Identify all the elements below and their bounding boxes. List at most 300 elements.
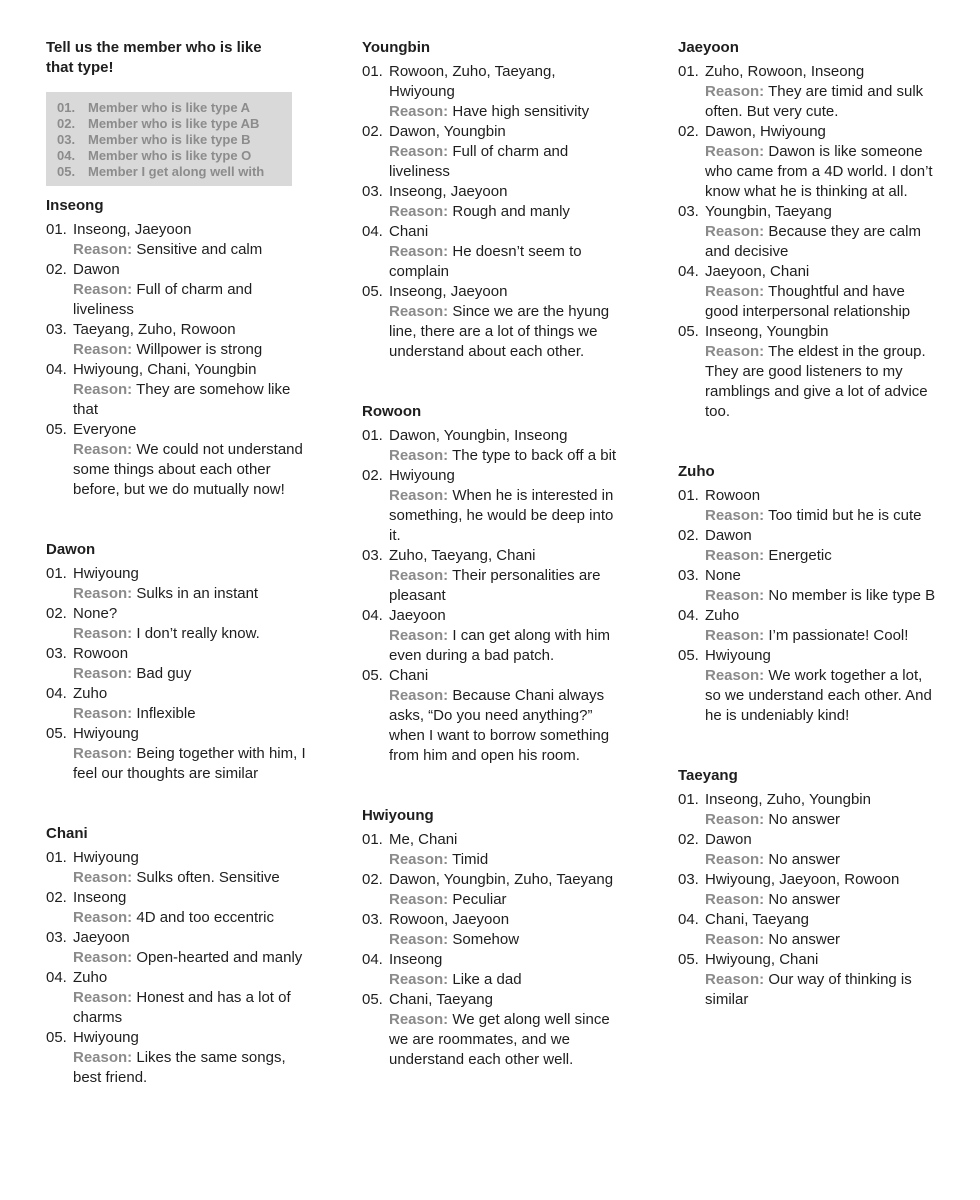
legend-item: 03. Member who is like type B	[57, 132, 251, 147]
answer-number: 04.	[362, 223, 383, 240]
answer-item	[362, 426, 624, 466]
answer-item	[362, 910, 624, 950]
answer-line	[678, 322, 940, 342]
answer-line	[678, 790, 940, 810]
answer-line	[362, 122, 624, 142]
reason-text: Sulks in an instant	[136, 585, 259, 602]
reason-label: Reason:	[73, 585, 133, 602]
answer-line	[678, 526, 940, 546]
answer-number: 01.	[678, 791, 699, 808]
member-name: Rowoon	[362, 403, 422, 420]
reason-text: They are somehow like that	[73, 381, 291, 418]
reason-label: Reason:	[389, 891, 449, 908]
member-name: Chani	[46, 825, 88, 842]
answer-members: Inseong, Jaeyoon	[73, 221, 192, 238]
reason-line	[362, 242, 624, 282]
member-section	[362, 402, 624, 766]
answer-item	[362, 466, 624, 546]
reason-text: No answer	[768, 891, 841, 908]
answer-number: 05.	[678, 647, 699, 664]
reason-line	[678, 930, 940, 950]
reason-line	[362, 202, 624, 222]
reason-text: No member is like type B	[768, 587, 936, 604]
answer-number: 03.	[46, 645, 67, 662]
reason-label: Reason:	[73, 949, 133, 966]
answer-line	[362, 282, 624, 302]
answer-number: 02.	[362, 123, 383, 140]
reason-text: Energetic	[768, 547, 832, 564]
member-name: Hwiyoung	[362, 807, 434, 824]
reason-line	[678, 626, 940, 646]
answer-item	[46, 724, 308, 784]
reason-line	[46, 1048, 308, 1088]
answer-item	[678, 950, 940, 1010]
legend-item: 04. Member who is like type O	[57, 148, 252, 163]
answer-line	[46, 564, 308, 584]
answer-members: Rowoon	[705, 487, 761, 504]
answer-number: 01.	[362, 427, 383, 444]
answer-line	[46, 888, 308, 908]
answer-line	[46, 220, 308, 240]
answer-number: 05.	[46, 421, 67, 438]
member-name: Inseong	[46, 197, 104, 214]
reason-text: They are timid and sulk often. But very cute.	[705, 83, 924, 120]
reason-label: Reason:	[389, 243, 449, 260]
answer-members: Hwiyoung, Jaeyoon, Rowoon	[705, 871, 900, 888]
answer-number: 04.	[678, 263, 699, 280]
answer-line	[46, 604, 308, 624]
answer-members: Jaeyoon	[389, 607, 446, 624]
reason-text: Dawon is like someone who came from a 4D world. I don’t know what he is thinking at all.	[705, 143, 933, 200]
answer-item	[46, 320, 308, 360]
answer-number: 02.	[678, 527, 699, 544]
reason-line	[46, 704, 308, 724]
reason-line	[46, 988, 308, 1028]
answer-line	[678, 606, 940, 626]
reason-label: Reason:	[705, 507, 765, 524]
reason-text: I’m passionate! Cool!	[768, 627, 909, 644]
reason-label: Reason:	[73, 441, 133, 458]
answer-number: 04.	[362, 951, 383, 968]
answer-number: 04.	[678, 607, 699, 624]
reason-line	[678, 82, 940, 122]
reason-text: Because they are calm and decisive	[705, 223, 921, 260]
type-legend	[46, 92, 292, 186]
answer-members: Everyone	[73, 421, 137, 438]
reason-label: Reason:	[389, 851, 449, 868]
answer-item	[678, 870, 940, 910]
member-name: Jaeyoon	[678, 39, 739, 56]
reason-text: Too timid but he is cute	[768, 507, 922, 524]
answer-members: Zuho, Rowoon, Inseong	[705, 63, 865, 80]
answer-members: None?	[73, 605, 118, 622]
reason-label: Reason:	[705, 891, 765, 908]
reason-label: Reason:	[389, 103, 449, 120]
answer-line	[46, 684, 308, 704]
member-name: Zuho	[678, 463, 715, 480]
answer-item	[678, 62, 940, 122]
reason-label: Reason:	[389, 143, 449, 160]
legend-item: 02. Member who is like type AB	[57, 116, 260, 131]
answer-line	[678, 646, 940, 666]
reason-label: Reason:	[705, 587, 765, 604]
answer-item	[46, 360, 308, 420]
answer-item	[678, 322, 940, 422]
reason-line	[678, 970, 940, 1010]
answer-number: 03.	[678, 203, 699, 220]
reason-line	[362, 486, 624, 546]
answer-item	[46, 968, 308, 1028]
reason-line	[46, 908, 308, 928]
reason-line	[362, 566, 624, 606]
answer-members: Dawon, Youngbin, Zuho, Taeyang	[389, 871, 614, 888]
answer-members: Inseong	[389, 951, 443, 968]
answer-line	[362, 870, 624, 890]
answer-item	[362, 950, 624, 990]
answer-line	[362, 546, 624, 566]
member-name: Dawon	[46, 541, 96, 558]
answer-item	[46, 888, 308, 928]
answer-members: Hwiyoung	[73, 565, 139, 582]
answer-item	[362, 222, 624, 282]
answer-item	[678, 566, 940, 606]
answer-line	[46, 848, 308, 868]
answer-item	[678, 202, 940, 262]
answer-members: Zuho	[705, 607, 740, 624]
reason-text: Because Chani always asks, “Do you need anything?” when I want to borrow something from him and open his room.	[389, 687, 610, 764]
reason-text: The eldest in the group. They are good listeners to my ramblings and give a lot of advice too.	[705, 343, 928, 420]
answer-line	[678, 486, 940, 506]
legend-item: 01. Member who is like type A	[57, 100, 251, 115]
answer-line	[678, 62, 940, 82]
reason-text: We work together a lot, so we understand each other. And he is undeniably kind!	[705, 667, 932, 724]
answer-line	[678, 202, 940, 222]
answer-line	[678, 950, 940, 970]
answer-line	[46, 1028, 308, 1048]
answer-item	[362, 606, 624, 666]
answer-number: 04.	[678, 911, 699, 928]
answer-line	[362, 62, 624, 102]
reason-line	[362, 446, 624, 466]
answer-line	[362, 222, 624, 242]
answer-members: Jaeyoon	[73, 929, 130, 946]
answer-number: 01.	[46, 849, 67, 866]
answer-line	[46, 928, 308, 948]
reason-text: Rough and manly	[452, 203, 570, 220]
reason-text: Being together with him, I feel our thoughts are similar	[73, 745, 306, 782]
answer-members: Me, Chani	[389, 831, 458, 848]
answer-line	[46, 420, 308, 440]
reason-label: Reason:	[705, 931, 765, 948]
reason-line	[362, 930, 624, 950]
reason-label: Reason:	[389, 627, 449, 644]
answer-members: Dawon	[705, 527, 752, 544]
answer-line	[362, 426, 624, 446]
reason-line	[46, 340, 308, 360]
answer-item	[362, 62, 624, 122]
reason-line	[678, 342, 940, 422]
answer-item	[46, 1028, 308, 1088]
reason-label: Reason:	[705, 811, 765, 828]
answer-members: Youngbin, Taeyang	[705, 203, 832, 220]
answer-members: Inseong, Youngbin	[705, 323, 829, 340]
reason-text: Have high sensitivity	[452, 103, 590, 120]
reason-line	[362, 142, 624, 182]
answer-number: 02.	[678, 123, 699, 140]
answer-line	[362, 606, 624, 626]
answer-members: Inseong, Zuho, Youngbin	[705, 791, 871, 808]
reason-text: Peculiar	[452, 891, 507, 908]
reason-label: Reason:	[73, 625, 133, 642]
reason-line	[46, 868, 308, 888]
reason-text: Honest and has a lot of charms	[73, 989, 291, 1026]
answer-item	[46, 220, 308, 260]
reason-label: Reason:	[705, 971, 765, 988]
answer-number: 03.	[678, 567, 699, 584]
reason-line	[678, 546, 940, 566]
answer-members: Rowoon, Zuho, Taeyang, Hwiyoung	[389, 63, 556, 100]
reason-line	[678, 810, 940, 830]
answer-number: 04.	[362, 607, 383, 624]
answer-item	[362, 182, 624, 222]
answer-number: 01.	[678, 63, 699, 80]
answer-line	[46, 724, 308, 744]
reason-text: Willpower is strong	[136, 341, 263, 358]
answer-item	[46, 604, 308, 644]
reason-text: No answer	[768, 851, 841, 868]
answer-number: 02.	[46, 261, 67, 278]
answer-item	[362, 282, 624, 362]
answer-number: 05.	[678, 323, 699, 340]
reason-label: Reason:	[705, 547, 765, 564]
answer-number: 03.	[46, 321, 67, 338]
column-3	[678, 38, 940, 1050]
answer-number: 01.	[678, 487, 699, 504]
answer-number: 01.	[362, 63, 383, 80]
member-section	[678, 462, 940, 726]
reason-label: Reason:	[389, 567, 449, 584]
answer-line	[362, 666, 624, 686]
reason-text: Somehow	[452, 931, 520, 948]
member-name: Youngbin	[362, 39, 431, 56]
reason-text: 4D and too eccentric	[136, 909, 274, 926]
reason-label: Reason:	[73, 989, 133, 1006]
answer-line	[678, 122, 940, 142]
reason-text: Our way of thinking is similar	[705, 971, 912, 1008]
answer-line	[46, 260, 308, 280]
answer-item	[362, 990, 624, 1070]
answer-number: 01.	[46, 221, 67, 238]
answer-members: Hwiyoung, Chani	[705, 951, 819, 968]
reason-line	[362, 970, 624, 990]
answer-members: Hwiyoung	[73, 849, 139, 866]
answer-item	[46, 848, 308, 888]
reason-text: Since we are the hyung line, there are a lot of things we understand about each other.	[389, 303, 610, 360]
reason-label: Reason:	[389, 487, 449, 504]
answer-number: 02.	[46, 889, 67, 906]
answer-number: 05.	[362, 667, 383, 684]
answer-number: 01.	[362, 831, 383, 848]
column-2	[362, 38, 624, 1110]
reason-label: Reason:	[705, 627, 765, 644]
reason-line	[362, 850, 624, 870]
answer-members: Inseong, Jaeyoon	[389, 183, 508, 200]
reason-text: When he is interested in something, he would be deep into it.	[389, 487, 614, 544]
answer-number: 02.	[362, 871, 383, 888]
reason-line	[678, 850, 940, 870]
answer-members: Rowoon	[73, 645, 129, 662]
reason-label: Reason:	[705, 851, 765, 868]
reason-line	[678, 666, 940, 726]
answer-number: 05.	[46, 725, 67, 742]
answer-item	[678, 830, 940, 870]
reason-text: I can get along with him even during a bad patch.	[389, 627, 610, 664]
reason-text: Full of charm and liveliness	[73, 281, 253, 318]
member-section	[46, 540, 308, 784]
reason-line	[46, 240, 308, 260]
reason-line	[362, 102, 624, 122]
answer-members: Inseong	[73, 889, 127, 906]
answer-members: Chani	[389, 667, 429, 684]
reason-line	[362, 890, 624, 910]
reason-line	[678, 506, 940, 526]
answer-members: Zuho	[73, 685, 108, 702]
answer-line	[362, 182, 624, 202]
member-section	[46, 824, 308, 1088]
answer-item	[46, 644, 308, 684]
reason-label: Reason:	[389, 687, 449, 704]
reason-label: Reason:	[389, 303, 449, 320]
answer-number: 02.	[678, 831, 699, 848]
reason-label: Reason:	[705, 283, 765, 300]
answer-item	[46, 420, 308, 500]
reason-line	[46, 584, 308, 604]
reason-line	[362, 1010, 624, 1070]
answer-line	[46, 320, 308, 340]
reason-line	[678, 586, 940, 606]
answer-line	[362, 910, 624, 930]
reason-label: Reason:	[73, 869, 133, 886]
reason-text: Inflexible	[136, 705, 196, 722]
answer-line	[362, 830, 624, 850]
answer-members: Jaeyoon, Chani	[705, 263, 810, 280]
answer-number: 05.	[362, 283, 383, 300]
page-title: Tell us the member who is like that type!	[46, 39, 262, 76]
answer-members: Chani, Taeyang	[389, 991, 493, 1008]
reason-line	[362, 686, 624, 766]
reason-text: He doesn’t seem to complain	[389, 243, 582, 280]
answer-number: 03.	[678, 871, 699, 888]
answer-members: Zuho, Taeyang, Chani	[389, 547, 536, 564]
answer-line	[678, 262, 940, 282]
reason-label: Reason:	[73, 705, 133, 722]
answer-item	[362, 546, 624, 606]
answer-line	[362, 990, 624, 1010]
member-section	[678, 38, 940, 422]
answer-item	[362, 122, 624, 182]
answer-number: 03.	[362, 547, 383, 564]
reason-text: The type to back off a bit	[452, 447, 617, 464]
answer-item	[362, 870, 624, 910]
answer-number: 05.	[46, 1029, 67, 1046]
answer-members: Inseong, Jaeyoon	[389, 283, 508, 300]
reason-label: Reason:	[73, 1049, 133, 1066]
answer-line	[678, 910, 940, 930]
answer-members: Hwiyoung	[73, 1029, 139, 1046]
reason-line	[46, 380, 308, 420]
answer-line	[362, 466, 624, 486]
answer-item	[678, 526, 940, 566]
reason-line	[46, 948, 308, 968]
answer-line	[46, 968, 308, 988]
answer-number: 04.	[46, 361, 67, 378]
answer-line	[678, 830, 940, 850]
reason-text: No answer	[768, 811, 841, 828]
reason-line	[46, 664, 308, 684]
answer-item	[678, 486, 940, 526]
answer-members: Dawon, Youngbin	[389, 123, 506, 140]
member-section	[362, 806, 624, 1070]
answer-number: 03.	[46, 929, 67, 946]
column-1	[46, 38, 308, 1128]
answer-members: Hwiyoung	[73, 725, 139, 742]
answer-item	[678, 646, 940, 726]
answer-number: 03.	[362, 183, 383, 200]
reason-label: Reason:	[705, 343, 765, 360]
reason-label: Reason:	[73, 745, 133, 762]
answer-number: 03.	[362, 911, 383, 928]
answer-line	[46, 644, 308, 664]
reason-label: Reason:	[705, 223, 765, 240]
answer-item	[362, 830, 624, 870]
reason-label: Reason:	[705, 83, 765, 100]
reason-label: Reason:	[73, 665, 133, 682]
answer-number: 02.	[46, 605, 67, 622]
answer-members: Taeyang, Zuho, Rowoon	[73, 321, 236, 338]
answer-item	[362, 666, 624, 766]
answer-item	[678, 606, 940, 646]
reason-text: We get along well since we are roommates, and we understand each other well.	[389, 1011, 610, 1068]
reason-label: Reason:	[389, 1011, 449, 1028]
answer-item	[678, 790, 940, 830]
reason-text: Open-hearted and manly	[136, 949, 303, 966]
answer-members: Dawon, Youngbin, Inseong	[389, 427, 568, 444]
reason-line	[678, 282, 940, 322]
reason-line	[678, 142, 940, 202]
answer-members: Hwiyoung	[705, 647, 771, 664]
answer-members: Rowoon, Jaeyoon	[389, 911, 510, 928]
answer-item	[678, 122, 940, 202]
answer-members: Chani	[389, 223, 429, 240]
answer-item	[678, 910, 940, 950]
reason-label: Reason:	[389, 971, 449, 988]
reason-label: Reason:	[389, 447, 449, 464]
member-section	[362, 38, 624, 362]
reason-text: Timid	[452, 851, 489, 868]
reason-text: Likes the same songs, best friend.	[73, 1049, 286, 1086]
answer-members: Chani, Taeyang	[705, 911, 809, 928]
reason-line	[46, 744, 308, 784]
reason-line	[46, 624, 308, 644]
reason-label: Reason:	[705, 143, 765, 160]
reason-label: Reason:	[389, 203, 449, 220]
answer-number: 05.	[678, 951, 699, 968]
member-section	[678, 766, 940, 1010]
reason-text: Like a dad	[452, 971, 522, 988]
answer-number: 04.	[46, 969, 67, 986]
answer-number: 04.	[46, 685, 67, 702]
answer-line	[46, 360, 308, 380]
